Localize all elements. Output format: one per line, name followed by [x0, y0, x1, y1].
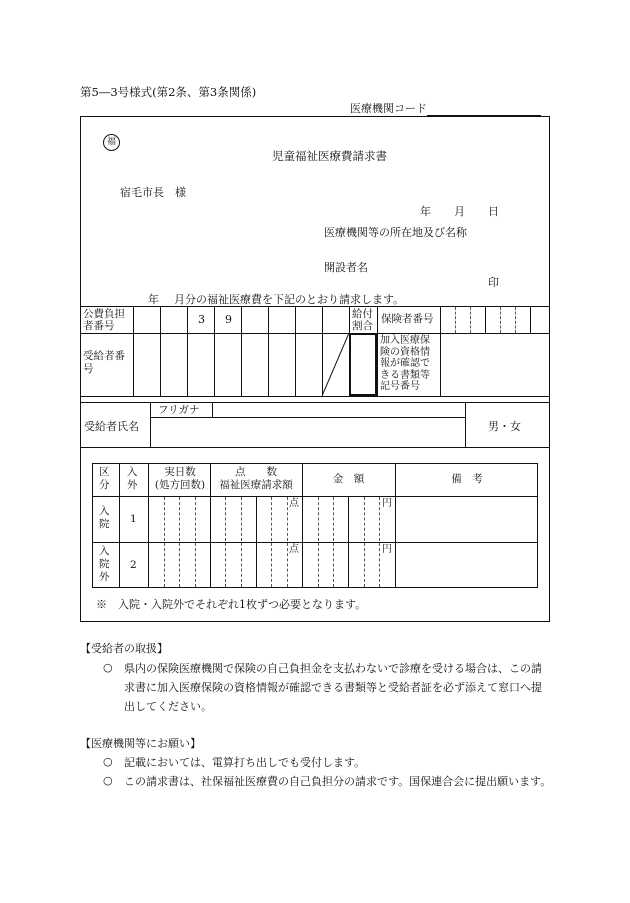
- welfare-seal-icon: 福: [103, 134, 120, 151]
- rule: [80, 396, 550, 397]
- row-inpatient-label: 入 院: [99, 505, 110, 530]
- rule: [241, 306, 242, 396]
- rule: [295, 306, 296, 396]
- recipient-number-label: 受給者番 号: [83, 350, 125, 375]
- row-outpatient-label: 入 院 外: [99, 545, 110, 583]
- insurer-number-label: 保険者番号: [381, 313, 434, 325]
- stamp-label: 印: [488, 276, 499, 289]
- rule: [164, 497, 165, 587]
- rule: [214, 306, 215, 396]
- date-day-label: 日: [488, 205, 499, 218]
- gender-options[interactable]: 男・女: [488, 420, 521, 433]
- row-inpatient-number: 1: [130, 513, 137, 525]
- rule: [212, 402, 213, 417]
- row-outpatient-number: 2: [130, 559, 137, 571]
- bullet: ○: [103, 774, 113, 787]
- rule: [133, 306, 134, 396]
- furigana-label: フリガナ: [158, 404, 200, 416]
- benefit-ratio-label: 給付 割合: [352, 308, 373, 332]
- col-points: 点 数 福祉医療請求額: [219, 466, 293, 491]
- col-notes: 備 考: [451, 473, 483, 485]
- unit-point: 点: [289, 544, 299, 555]
- rule: [150, 417, 465, 418]
- rule: [379, 497, 380, 587]
- rule: [333, 497, 334, 587]
- rule: [500, 307, 501, 333]
- rule: [241, 497, 242, 587]
- rule: [160, 306, 161, 396]
- payer-digit: 9: [225, 313, 232, 326]
- request-year-label: 年: [148, 293, 159, 306]
- unit-yen: 円: [382, 498, 392, 509]
- medical-code-field[interactable]: [427, 104, 541, 116]
- rule: [119, 463, 120, 588]
- rule: [148, 463, 149, 588]
- institution-item-1: 記載においては、電算打ち出しでも受付します。: [124, 756, 366, 769]
- diagonal-slash: [322, 333, 349, 396]
- institution-item-2: この請求書は、社保福祉医療費の自己負担分の請求です。国保連合会に提出願います。: [124, 775, 552, 788]
- date-year-label: 年: [420, 205, 431, 218]
- col-kubun: 区 分: [99, 466, 110, 491]
- payer-number-label: 公費負担 者番号: [83, 308, 125, 332]
- institution-section-heading: 【医療機関等にお願い】: [80, 737, 201, 750]
- rule: [80, 447, 550, 448]
- col-actual-days: 実日数 (処方回数): [154, 466, 206, 491]
- form-title: 児童福祉医療費請求書: [272, 149, 387, 163]
- rule: [455, 307, 456, 333]
- rule: [348, 497, 349, 587]
- rule: [485, 306, 486, 333]
- rule: [470, 307, 471, 333]
- rule: [530, 306, 531, 333]
- unit-point: 点: [289, 498, 299, 509]
- rule: [256, 497, 257, 587]
- rule: [92, 542, 538, 543]
- rule: [179, 497, 180, 587]
- rule: [395, 463, 396, 588]
- rule: [268, 306, 269, 396]
- rule: [364, 497, 365, 587]
- recipient-instructions: 県内の保険医療機関で保険の自己負担金を支払わないで診療を受ける場合は、この請求書に加入医療保険の資格情報が確認できる書類等と受給者証を必ず添えて窓口へ提出してください。: [124, 662, 542, 713]
- institution-label: 医療機関等の所在地及び名称: [324, 226, 467, 239]
- rule: [80, 333, 550, 334]
- col-amount: 金 額: [332, 473, 365, 485]
- benefit-ratio-box[interactable]: [349, 333, 377, 396]
- rule: [287, 497, 288, 587]
- medical-code-row: [350, 100, 541, 116]
- rule: [377, 306, 378, 396]
- payer-digit: 3: [198, 313, 205, 326]
- rule: [195, 497, 196, 587]
- form-footnote: ※ 入院・入院外でそれぞれ1枚ずつ必要となります。: [96, 598, 367, 611]
- form-number-label: 第5―3号様式(第2条、第3条関係): [80, 85, 257, 99]
- rule: [225, 497, 226, 587]
- rule: [440, 306, 441, 396]
- insurance-document-label: 加入医療保 険の資格情 報が確認で きる書類等 記号番号: [380, 335, 430, 392]
- unit-yen: 円: [382, 544, 392, 555]
- rule: [465, 402, 466, 447]
- addressee: 宿毛市長 様: [120, 186, 186, 199]
- founder-label: 開設者名: [324, 261, 368, 274]
- request-statement: 月分の福祉医療費を下記のとおり請求します。: [174, 293, 405, 306]
- medical-code-label: 医療機関コード: [350, 102, 427, 115]
- bullet: ○: [103, 755, 113, 768]
- recipient-name-label: 受給者氏名: [84, 420, 139, 433]
- rule: [302, 463, 303, 588]
- rule: [515, 307, 516, 333]
- rule: [150, 402, 151, 447]
- rule: [187, 306, 188, 396]
- recipient-section-heading: 【受給者の取扱】: [80, 642, 168, 655]
- rule: [271, 497, 272, 587]
- rule: [318, 497, 319, 587]
- rule: [92, 496, 538, 497]
- bullet: ○: [103, 661, 113, 674]
- col-nyugai: 入 外: [127, 466, 138, 491]
- rule: [210, 463, 211, 588]
- date-month-label: 月: [454, 205, 465, 218]
